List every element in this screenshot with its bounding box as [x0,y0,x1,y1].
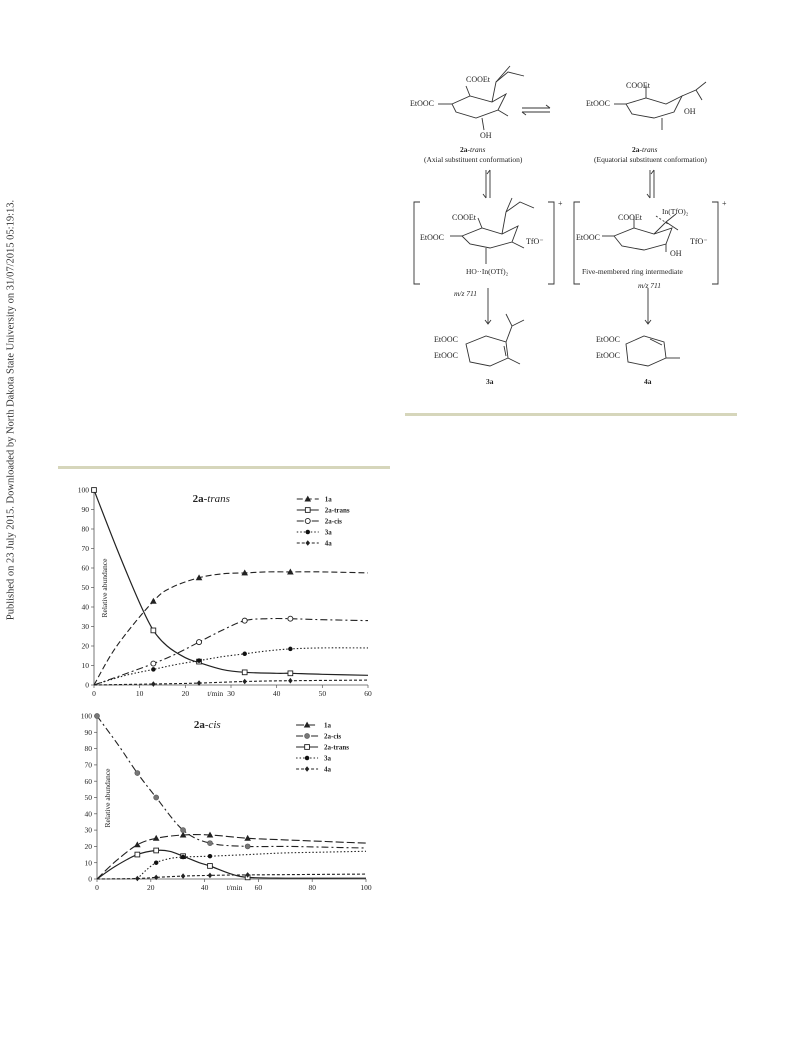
scheme-plus-left: + [558,199,563,208]
scheme-in-otf-right: In(TfO)₂ [662,207,689,216]
legend-item-2a-trans [297,507,350,515]
y-tick-label: 10 [81,661,89,671]
data-point-2a-cis [197,640,202,645]
data-point-4a [288,678,292,684]
x-tick-label: 40 [200,883,209,892]
legend-label: 1a [324,721,332,730]
data-point-2a-trans [92,488,97,493]
x-tick-label: 60 [254,883,263,892]
scheme-cooet-3: COOEt [452,213,476,222]
scheme-etooc-7: EtOOC [596,335,620,344]
series-line-3a [94,648,368,685]
y-tick-label: 10 [84,858,92,868]
x-tick-label: 30 [227,689,235,698]
legend-label: 2a-cis [324,517,342,526]
y-tick-label: 20 [84,842,92,851]
data-point-2a-cis [154,795,159,800]
legend-marker [306,540,310,546]
data-point-3a [208,854,212,858]
x-tick-label: 80 [308,883,316,892]
legend-marker [305,766,309,772]
scheme-in-otf-left: HO··In(OTf)₂ [466,267,509,276]
legend-item-4a [297,540,333,548]
series-line-2a-cis [94,619,368,685]
data-point-2a-trans [151,628,156,633]
scheme-etooc-6: EtOOC [434,351,458,360]
x-axis-label: t/min [226,883,243,892]
y-tick-label: 60 [84,776,92,786]
legend-label: 3a [324,528,332,537]
legend-item-2a-cis [296,733,341,741]
scheme-tfo-left: TfO⁻ [526,237,544,246]
citation-sidebar [4,200,18,620]
x-tick-label: 0 [92,689,96,698]
scheme-equatorial-caption: (Equatorial substituent conformation) [594,155,707,164]
citation-text: Published on 23 July 2015. Downloaded by North Dakota State University on 31/07/2015 05:19:13. [5,199,17,621]
y-tick-label: 90 [84,727,92,737]
scheme-tfo-right: TfO⁻ [690,237,708,246]
data-point-1a [153,835,159,840]
scheme-cooet-1: COOEt [466,75,490,84]
data-point-2a-cis [151,661,156,666]
scheme-equatorial-label: 2a-trans [632,145,658,154]
series-3a [94,647,368,685]
scheme-etooc-3: EtOOC [420,233,444,242]
y-tick-label: 40 [84,809,92,819]
data-point-2a-cis [207,841,212,846]
data-point-2a-trans [288,671,293,676]
y-tick-label: 80 [84,744,92,754]
series-2a-trans [97,848,366,880]
x-tick-label: 60 [364,689,372,698]
data-point-2a-cis [288,616,293,621]
data-point-2a-cis [181,828,186,833]
series-1a [94,569,368,685]
data-point-2a-cis [135,771,140,776]
legend-marker [306,530,310,534]
data-point-2a-cis [245,844,250,849]
legend-label: 2a-cis [324,732,342,741]
y-tick-label: 50 [81,583,89,593]
legend-marker [305,508,310,513]
legend-marker [305,518,310,523]
legend-item-2a-trans [296,744,349,752]
x-tick-label: 100 [360,883,372,892]
y-tick-label: 20 [81,641,89,651]
x-tick-label: 0 [95,883,99,892]
x-tick-label: 50 [318,689,327,698]
x-tick-label: 10 [135,689,144,698]
chart-title: 2a-cis [193,719,221,731]
y-tick-label: 40 [81,602,89,612]
scheme-etooc-5: EtOOC [434,335,458,344]
legend-item-1a [296,722,332,730]
series-line-3a [137,851,366,879]
series-line-4a [94,680,368,685]
legend-label: 2a-trans [324,743,349,752]
legend-label: 1a [324,495,332,504]
legend-marker [305,745,310,750]
reaction-scheme [400,52,745,402]
series-line-1a [94,572,368,685]
chart-2a-trans [70,480,380,700]
scheme-etooc-1: EtOOC [410,99,434,108]
chart-2a-cis [70,708,380,908]
chart-title: 2a-trans [192,493,230,505]
series-3a [137,851,366,879]
data-point-4a [135,876,139,882]
y-tick-label: 90 [81,505,89,515]
data-point-4a [181,873,185,879]
scheme-oh-1: OH [480,131,492,140]
y-tick-label: 30 [84,825,92,835]
legend-marker [305,756,309,760]
scheme-product-4a: 4a [644,377,652,386]
data-point-2a-trans [154,848,159,853]
right-column-rule [405,413,737,416]
scheme-plus-right: + [722,199,727,208]
legend-item-1a [297,496,333,504]
legend-item-3a [297,529,333,537]
scheme-etooc-4: EtOOC [576,233,600,242]
scheme-product-3a: 3a [486,377,494,386]
legend-item-2a-cis [297,518,342,526]
data-point-2a-trans [242,670,247,675]
left-column-rule [58,466,390,469]
legend-marker [305,733,310,738]
series-2a-trans [92,488,368,676]
scheme-oh-3: OH [670,249,682,258]
data-point-3a [151,667,155,671]
legend-label: 3a [324,754,332,763]
data-point-3a [154,860,158,864]
y-tick-label: 100 [77,485,89,495]
y-tick-label: 60 [81,563,89,573]
x-tick-label: 20 [147,883,155,892]
data-point-2a-trans [208,864,213,869]
scheme-axial-caption: (Axial substituent conformation) [424,155,523,164]
legend-item-4a [296,766,332,774]
data-point-3a [242,652,246,656]
scheme-cooet-4: COOEt [618,213,642,222]
data-point-1a [135,842,141,847]
data-point-3a [288,647,292,651]
legend-label: 4a [324,765,332,774]
x-tick-label: 40 [272,689,281,698]
data-point-2a-cis [242,618,247,623]
scheme-mz-right: m/z 711 [638,281,661,290]
data-point-3a [197,658,201,662]
legend-label: 2a-trans [324,506,350,515]
scheme-etooc-2: EtOOC [586,99,610,108]
scheme-axial-label: 2a-trans [460,145,486,154]
data-point-3a [181,855,185,859]
data-point-4a [242,679,246,685]
y-tick-label: 50 [84,793,92,803]
data-point-2a-trans [135,852,140,857]
y-tick-label: 30 [81,622,89,632]
legend-label: 4a [324,539,332,548]
data-point-1a [151,598,157,603]
y-axis-label: Relative abundance [100,558,109,618]
y-tick-label: 0 [88,874,92,884]
y-tick-label: 70 [84,760,92,770]
x-axis-label: t/min [207,689,224,698]
y-axis-label: Relative abundance [103,768,112,828]
legend-item-3a [296,755,332,763]
data-point-2a-cis [94,713,99,718]
x-tick-label: 20 [181,689,190,698]
scheme-etooc-8: EtOOC [596,351,620,360]
data-point-4a [208,873,212,879]
scheme-oh-2: OH [684,107,696,116]
y-tick-label: 100 [80,711,92,721]
scheme-cooet-2: COOEt [626,81,650,90]
y-tick-label: 80 [81,524,89,534]
scheme-five-ring: Five-membered ring intermediate [582,267,683,276]
y-tick-label: 0 [85,680,89,690]
data-point-4a [151,681,155,687]
y-tick-label: 70 [81,544,89,554]
scheme-mz-left: m/z 711 [454,289,477,298]
